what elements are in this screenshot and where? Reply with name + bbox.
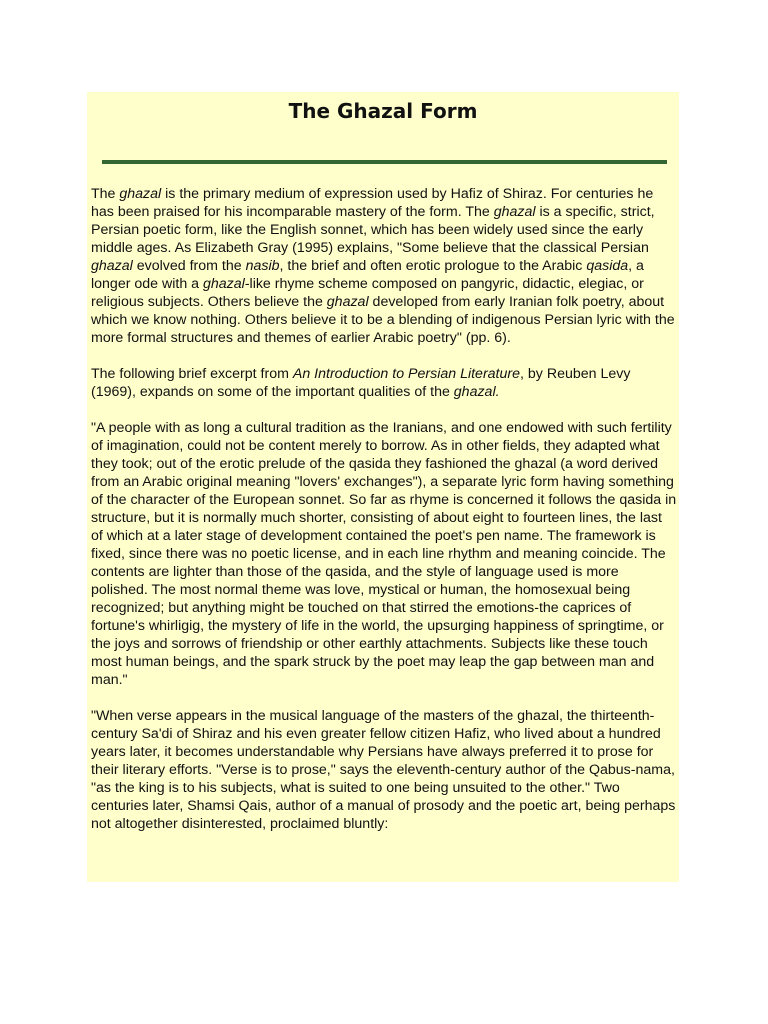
content-panel — [87, 92, 679, 882]
paragraph-intro: The ghazal is the primary medium of expression used by Hafiz of Shiraz. For centuries he has been praised for his incomparable mastery of the form. The ghazal is a specific, strict, Persian poetic form, like the English sonnet, which has been widely used since the early middle ages. As Elizabeth Gray (1995) explains, "Some believe that the classical Persian ghazal evolved from the nasib, the brief and often erotic prologue to the Arabic qasida, a longer ode with a ghazal-like rhyme scheme composed on pangyric, didactic, elegiac, or religious subjects. Others believe the ghazal developed from early Iranian folk poetry, about which we know nothing. Others believe it to be a blending of indigenous Persian lyric with the more formal structures and themes of earlier Arabic poetry" (pp. 6). — [91, 186, 675, 346]
paragraph-levy-quote-2: "When verse appears in the musical language of the masters of the ghazal, the thirteenth-century Sa'di of Shiraz and his even greater fellow citizen Hafiz, who lived about a hundred years later, it becomes understandable why Persians have always preferred it to prose for their literary efforts. "Verse is to prose," says the eleventh-century author of the Qabus-nama, "as the king is to his subjects, what is suited to one being unsuited to the other." Two centuries later, Shamsi Qais, author of a manual of prosody and the poetic art, being perhaps not altogether disinterested, proclaimed bluntly: — [91, 708, 676, 832]
title-divider — [102, 160, 667, 164]
paragraph-excerpt-intro: The following brief excerpt from An Introduction to Persian Literature, by Reuben Levy (1969), expands on some of the important qualities of the ghazal. — [91, 366, 631, 400]
paragraph-levy-quote-1: "A people with as long a cultural tradition as the Iranians, and one endowed with such fertility of imagination, could not be content merely to borrow. As in other fields, they adapted what they took; out of the erotic prelude of the qasida they fashioned the ghazal (a word derived from an Arabic original meaning "lovers' exchanges"), a separate lyric form having something of the character of the European sonnet. So far as rhyme is concerned it follows the qasida in structure, but it is normally much shorter, consisting of about eight to fourteen lines, the last of which at a later stage of development contained the poet's pen name. The framework is fixed, since there was no poetic license, and in each line rhythm and meaning coincide. The contents are lighter than those of the qasida, and the style of language used is more polished. The most normal theme was love, mystical or human, the homosexual being recognized; but anything might be touched on that stirred the emotions-the caprices of fortune's whirligig, the mystery of life in the world, the upsurging happiness of springtime, or the joys and sorrows of friendship or other earthly attachments. Subjects like these touch most human beings, and the spark struck by the poet may leap the gap between man and man." — [91, 420, 677, 688]
page-title: The Ghazal Form — [288, 99, 478, 123]
article-body — [91, 185, 677, 833]
